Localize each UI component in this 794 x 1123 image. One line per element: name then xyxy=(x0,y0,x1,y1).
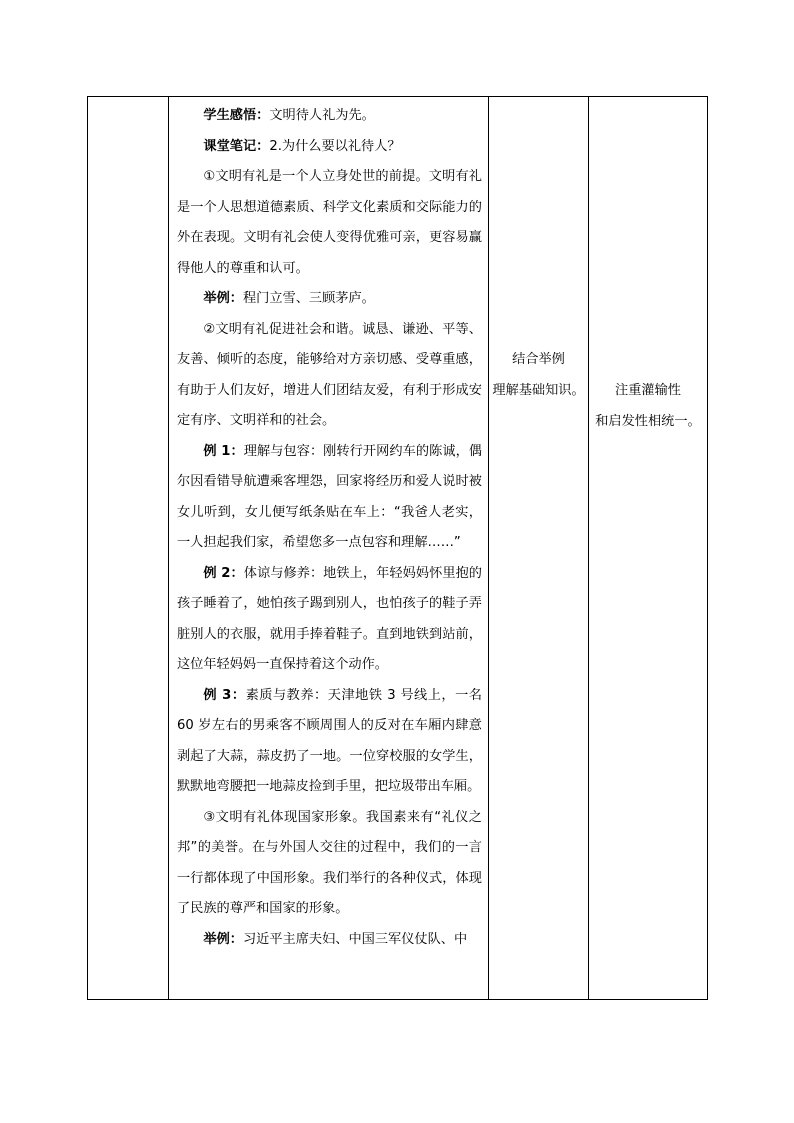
blank-cell xyxy=(88,97,169,1000)
paragraph-text: 理解与包容：刚转行开网约车的陈诚，偶尔因看错导航遭乘客埋怨，回家将经历和爱人说时被女儿听到，女儿便写纸条贴在车上：“我爸人老实，一人担起我们家，希望您多一点包容和理解……” xyxy=(177,443,482,550)
content-cell xyxy=(169,97,489,1000)
paragraph-point-3 xyxy=(177,803,482,925)
paragraph-label: 举例： xyxy=(203,291,243,306)
paragraph-example-ceremony xyxy=(177,925,482,956)
paragraph-label: 例 3： xyxy=(203,687,246,703)
paragraph-example-2 xyxy=(177,559,482,681)
paragraph-label: 举例： xyxy=(203,931,243,947)
paragraph-text: ①文明有礼是一个人立身处世的前提。文明有礼是一个人思想道德素质、科学文化素质和交际能力的外在表现。文明有礼会使人变得优雅可亲，更容易赢得他人的尊重和认可。 xyxy=(177,169,482,276)
method-text xyxy=(489,345,588,406)
paragraph-text: 程门立雪、三顾茅庐。 xyxy=(242,291,375,306)
paragraph-text: 体谅与修养：地铁上，年轻妈妈怀里抱的孩子睡着了，她怕孩子踢到别人，也怕孩子的鞋子弄脏别人的衣服，就用手捧着鞋子。直到地铁到站前，这位年轻妈妈一直保持着这个动作。 xyxy=(177,565,482,672)
paragraph-text: ③文明有礼体现国家形象。我国素来有“礼仪之邦”的美誉。在与外国人交往的过程中，我们的一言一行都体现了中国形象。我们举行的各种仪式，体现了民族的尊严和国家的形象。 xyxy=(177,809,482,916)
paragraph-class-notes xyxy=(177,132,482,163)
paragraph-point-2 xyxy=(177,315,482,437)
intent-cell xyxy=(589,97,708,1000)
paragraph-label: 例 1： xyxy=(203,443,244,459)
paragraph-example-idioms xyxy=(177,284,482,315)
table-row xyxy=(88,97,708,1000)
paragraph-text: 习近平主席夫妇、中国三军仪仗队、中 xyxy=(242,931,468,947)
paragraph-point-1 xyxy=(177,162,482,284)
method-line-2: 理解基础知识。 xyxy=(492,382,585,398)
method-cell xyxy=(489,97,589,1000)
paragraph-example-3 xyxy=(177,681,482,803)
paragraph-label: 学生感悟： xyxy=(203,108,270,123)
paragraph-label: 例 2： xyxy=(203,565,244,581)
intent-line-1: 注重灌输性 xyxy=(615,383,681,398)
intent-text xyxy=(589,376,707,437)
intent-line-2: 和启发性相统一。 xyxy=(595,413,701,429)
paragraph-text: 2.为什么要以礼待人？ xyxy=(269,138,401,154)
lesson-content xyxy=(169,97,488,955)
paragraph-label: 课堂笔记： xyxy=(203,138,270,154)
lesson-table xyxy=(87,96,708,1000)
method-line-1: 结合举例 xyxy=(512,352,565,367)
paragraph-student-insight xyxy=(177,101,482,132)
paragraph-example-1 xyxy=(177,437,482,559)
paragraph-text: 素质与教养：天津地铁 3 号线上，一名 60 岁左右的男乘客不顾周围人的反对在车厢内肆意剥起了大蒜，蒜皮扔了一地。一位穿校服的女学生，默默地弯腰把一地蒜皮捡到手里，把垃圾带出车厢。 xyxy=(177,687,482,794)
paragraph-text: ②文明有礼促进社会和谐。诚恳、谦逊、平等、友善、倾听的态度，能够给对方亲切感、受尊重感，有助于人们友好，增进人们团结友爱，有利于形成安定有序、文明祥和的社会。 xyxy=(177,321,482,428)
paragraph-text: 文明待人礼为先。 xyxy=(269,108,375,123)
